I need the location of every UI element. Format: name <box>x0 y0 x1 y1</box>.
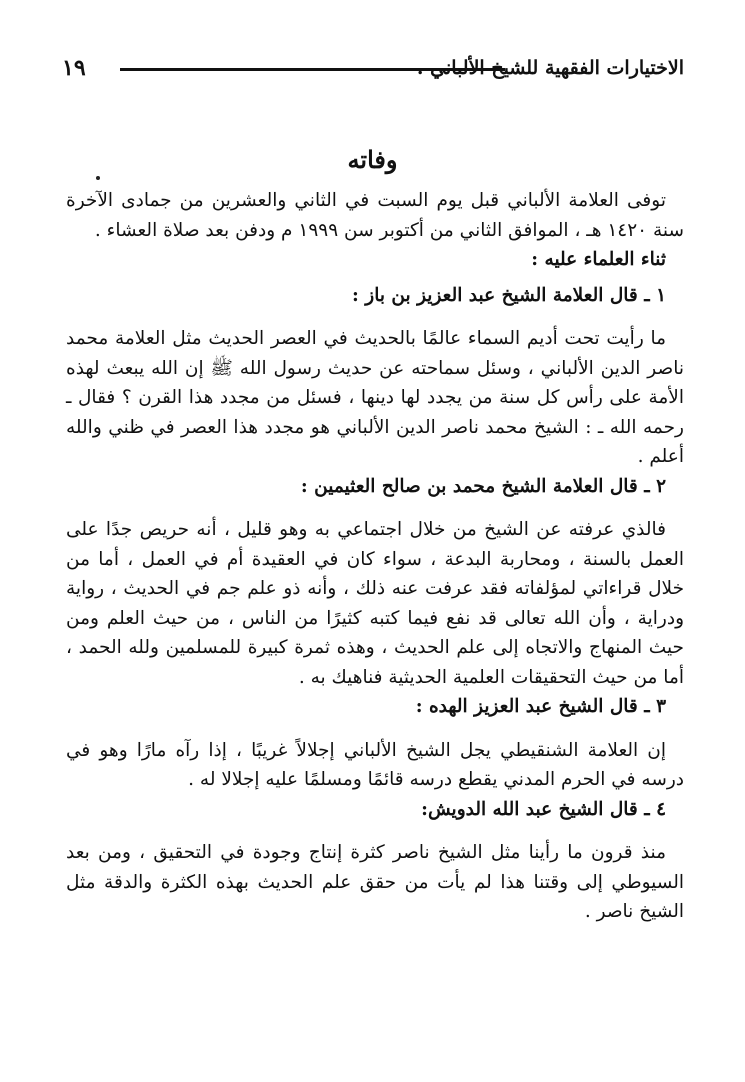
quote-heading-al-duwaish: ٤ ـ قال الشيخ عبد الله الدويش: <box>421 798 666 820</box>
stray-mark <box>96 176 100 180</box>
paragraph-death: توفى العلامة الألباني قبل يوم السبت في الثاني والعشرين من جمادى الآخرة سنة ١٤٢٠ هـ ، الموافق الثاني من أكتوبر سن ١٩٩٩ م ودفن بعد صلاة العشاء . <box>66 190 684 241</box>
quote-uthaymeen: فالذي عرفته عن الشيخ من خلال اجتماعي به وهو قليل ، أنه حريص جدًا على العمل بالسنة ، ومحاربة البدعة ، سواء كان في العقيدة أم في العمل ، أما من خلال قراءاتي لمؤلفاته فقد عرفت عنه ذلك ، وأنه ذو علم جم في الحديث ، رواية ودراية ، وأن الله تعالى قد نفع فيما كتبه كثيرًا من الناس ، من حيث العلم ومن حيث المنهاج والاتجاه إلى علم الحديث ، وهذه ثمرة كبيرة للمسلمين ولله الحمد ، أما من حيث التحقيقات العلمية الحديثية فناهيك به . <box>66 519 684 688</box>
running-title: الاختيارات الفقهية للشيخ الألباني . <box>416 57 684 79</box>
page-header <box>62 52 684 84</box>
quote-heading-bin-baz: ١ ـ قال العلامة الشيخ عبد العزيز بن باز : <box>352 284 666 306</box>
quote-bin-baz: ما رأيت تحت أديم السماء عالمًا بالحديث في العصر الحديث مثل العلامة محمد ناصر الدين الألباني ، وسئل سماحته عن حديث رسول الله ﷺ إن الله يبعث لهذه الأمة على رأس كل سنة من يجدد لها دينها ، فسئل من مجدد هذا القرن ؟ فقال ـ رحمه الله ـ : الشيخ محمد ناصر الدين الألباني هو مجدد هذا العصر في ظني والله أعلم . <box>66 328 684 467</box>
section-heading-praise: ثناء العلماء عليه : <box>531 249 666 270</box>
quote-al-hadah: إن العلامة الشنقيطي يجل الشيخ الألباني إجلالاً غريبًا ، إذا رآه مارًا وهو في درسه في الحرم المدني يقطع درسه قائمًا ومسلمًا عليه إجلالا له . <box>66 739 684 790</box>
quote-heading-al-hadah: ٣ ـ قال الشيخ عبد العزيز الهده : <box>415 696 666 717</box>
page-body <box>66 186 684 927</box>
quote-heading-uthaymeen: ٢ ـ قال العلامة الشيخ محمد بن صالح العثيمين : <box>300 475 666 497</box>
page-number: ١٩ <box>62 55 86 81</box>
chapter-title: وفاته <box>347 145 398 174</box>
quote-al-duwaish: منذ قرون ما رأينا مثل الشيخ ناصر كثرة إنتاج وجودة في التحقيق ، ومن بعد السيوطي إلى وقتنا هذا لم يأت من حقق علم الحديث بهذه الكثرة والدقة مثل الشيخ ناصر . <box>66 842 684 922</box>
